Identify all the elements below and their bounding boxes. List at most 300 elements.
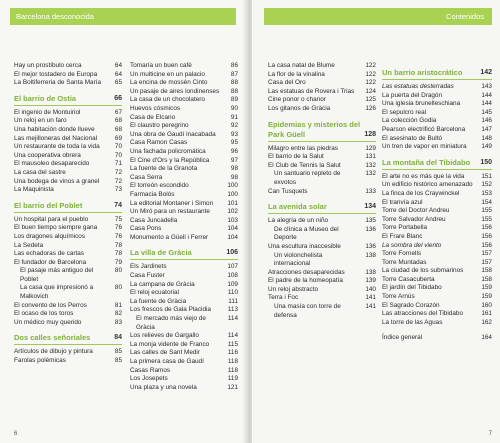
page-ref: 147 — [481, 125, 492, 133]
toc-entry — [14, 224, 122, 233]
toc-entry — [14, 250, 122, 259]
entry-title: La puerta del Dragón — [382, 91, 443, 99]
page-ref: 69 — [114, 134, 122, 142]
entry-title: El Club de Tennis la Salut — [268, 161, 341, 169]
toc-section-heading — [14, 333, 122, 345]
entry-title: El pasaje más antiguo del Poblet — [20, 267, 94, 283]
page-ref: 108 — [227, 272, 238, 280]
toc-entry — [382, 181, 492, 190]
entry-title: Los frescos de Gala Placidia — [130, 306, 211, 314]
toc-entry — [130, 191, 238, 200]
page-ref: 160 — [481, 301, 492, 309]
page-ref: 98 — [230, 173, 238, 181]
entry-title: El ingenio de Montuiriol — [14, 108, 81, 116]
entry-title: Casa Pons — [130, 225, 162, 233]
page-ref: 79 — [114, 258, 122, 266]
page-ref: 95 — [230, 139, 238, 147]
entry-title: El convento de los Perros — [14, 301, 87, 309]
toc-column-4 — [382, 62, 492, 343]
toc-section-heading — [382, 158, 492, 170]
toc-entry — [14, 348, 122, 357]
toc-entry — [382, 109, 492, 118]
page-ref: 122 — [365, 79, 376, 87]
toc-entry — [130, 139, 238, 148]
entry-title: Una escultura inaccesible — [268, 242, 341, 250]
page-ref: 113 — [227, 306, 238, 314]
running-header-right: Contenidos — [264, 8, 492, 25]
entry-title: El mejor tostadero de Europa — [14, 70, 98, 78]
entry-title: La fuente de la Granota — [130, 165, 198, 173]
page-ref: 78 — [114, 241, 122, 249]
page-ref: 68 — [114, 117, 122, 125]
page-ref: 64 — [114, 70, 122, 78]
section-title: Dos calles señoriales — [14, 333, 91, 343]
entry-title: Una fachada policromática — [130, 147, 206, 155]
running-header-left: Barcelona desconocida — [10, 8, 236, 25]
page-ref: 151 — [481, 172, 492, 180]
entry-title: Casa del Oro — [268, 79, 306, 87]
entry-title: El barrio de la Salut — [268, 153, 324, 161]
entry-title: La casa de un chocolatero — [130, 96, 205, 104]
page-number-right: 7 — [488, 431, 492, 437]
entry-title: Torre del Doctor Andreu — [382, 207, 450, 215]
page-ref: 96 — [230, 147, 238, 155]
entry-title: Un hospital para el pueblo — [14, 215, 89, 223]
entry-title: Monumento a Güell i Ferrer — [130, 233, 209, 241]
page-ref: 121 — [227, 383, 238, 391]
toc-entry — [268, 294, 376, 303]
entry-title: Torre Casacuberta — [382, 275, 435, 283]
entry-title: El Sagrado Corazón — [382, 301, 440, 309]
page-ref: 125 — [365, 96, 376, 104]
toc-section-heading — [130, 248, 238, 260]
toc-section-heading — [14, 201, 122, 213]
section-title: La villa de Gràcia — [130, 248, 192, 258]
page-ref: 129 — [365, 144, 376, 152]
page-ref: 135 — [365, 217, 376, 225]
entry-title: El jardín del Tibidabo — [382, 284, 442, 292]
entry-title: Índice general — [382, 334, 423, 342]
entry-title: Casa Fuster — [130, 272, 165, 280]
page-ref: 67 — [114, 108, 122, 116]
toc-entry — [130, 225, 238, 234]
page-ref: 154 — [481, 198, 492, 206]
toc-entry — [130, 375, 238, 384]
page-ref: 142 — [480, 69, 492, 76]
entry-title: El arte no es más que la vida — [382, 172, 465, 180]
toc-entry — [268, 162, 376, 171]
entry-title: Las atracciones del Tibidabo — [382, 310, 463, 318]
page-ref: 80 — [114, 284, 122, 292]
toc-entry — [382, 207, 492, 216]
entry-title: Una habitación donde llueve — [14, 125, 95, 133]
toc-entry — [14, 143, 122, 152]
toc-entry — [268, 303, 376, 320]
section-title: El barrio de Ostia — [14, 93, 77, 103]
entry-title: Atracciones desaparecidas — [268, 268, 345, 276]
entry-title: Torre Arnús — [382, 293, 415, 301]
entry-title: Torre Portabella — [382, 224, 428, 232]
toc-entry — [382, 83, 492, 92]
entry-title: Torre Muntadas — [382, 258, 427, 266]
entry-title: Las echadoras de cartas — [14, 250, 84, 258]
toc-entry — [130, 79, 238, 88]
page-ref: 78 — [114, 250, 122, 258]
page-ref: 152 — [481, 181, 492, 189]
page-ref: 73 — [114, 186, 122, 194]
entry-title: Una masía con torre de defensa — [274, 303, 341, 319]
entry-title: Una obra de Gaudí inacabada — [130, 130, 216, 138]
entry-title: Tomaría un buen café — [130, 62, 192, 69]
toc-section-heading — [268, 120, 376, 142]
page-ref: 88 — [230, 79, 238, 87]
toc-entry — [130, 200, 238, 209]
page-ref: 141 — [365, 294, 376, 302]
section-title: La montaña del Tibidabo — [382, 157, 471, 167]
toc-entry — [382, 293, 492, 302]
entry-title: De clínica a Museo del Deporte — [274, 225, 339, 242]
toc-entry — [130, 367, 238, 376]
page-ref: 83 — [114, 318, 122, 326]
entry-title: El asesinato de Bultó — [382, 134, 443, 142]
entry-title: La editorial Montaner i Simon — [130, 199, 214, 207]
page-ref: 107 — [227, 263, 238, 271]
page-ref: 104 — [227, 225, 238, 233]
left-page — [0, 0, 246, 443]
toc-entry — [130, 131, 238, 140]
page-ref: 92 — [230, 122, 238, 130]
page-ref: 64 — [114, 62, 122, 69]
section-title: El barrio del Poblet — [14, 200, 83, 210]
page-ref: 106 — [226, 249, 238, 257]
page-ref: 110 — [227, 289, 238, 297]
toc-entry — [382, 250, 492, 259]
toc-entry — [130, 217, 238, 226]
toc-entry — [130, 148, 238, 157]
toc-entry — [14, 152, 122, 161]
entry-title: Torre Salvador Andreu — [382, 215, 446, 223]
entry-title: Huevos cósmicos — [130, 104, 181, 112]
entry-title: Pearson electrificó Barcelona — [382, 125, 466, 133]
toc-entry — [14, 126, 122, 135]
page-ref: 132 — [365, 170, 376, 178]
toc-entry — [382, 284, 492, 293]
page-ref: 122 — [365, 70, 376, 78]
page-ref: 156 — [481, 232, 492, 240]
toc-entry — [14, 62, 122, 71]
toc-entry — [130, 165, 238, 174]
page-ref: 157 — [481, 258, 492, 266]
page-ref: 114 — [227, 332, 238, 340]
page-ref: 65 — [114, 79, 122, 87]
toc-entry — [130, 306, 238, 315]
toc-entry — [268, 153, 376, 162]
page-ref: 74 — [114, 201, 122, 209]
toc-entry — [130, 71, 238, 80]
entry-title: Milagro entre las piedras — [268, 144, 338, 152]
toc-entry — [14, 319, 122, 328]
toc-entry — [130, 88, 238, 97]
entry-title: La casa que impresionó a Malkovich — [20, 284, 94, 301]
page-ref: 119 — [227, 375, 238, 383]
page-ref: 122 — [365, 62, 376, 69]
entry-title: Las mejilloneras del Nacional — [14, 134, 98, 142]
page-ref: 118 — [227, 366, 238, 374]
page-ref: 87 — [230, 70, 238, 78]
toc-entry — [268, 252, 376, 269]
entry-title: Las estatuas desterradas — [382, 83, 454, 90]
toc-entry — [130, 289, 238, 298]
page-ref: 138 — [365, 251, 376, 259]
entry-title: La Sedeta — [14, 241, 44, 249]
entry-title: El sepulcro real — [382, 108, 427, 116]
toc-entry — [382, 126, 492, 135]
entry-title: Casa Ramon Casas — [130, 139, 188, 147]
page-ref: 72 — [114, 177, 122, 185]
entry-title: Un santuario repleto de exvotos — [274, 170, 341, 186]
toc-entry — [14, 178, 122, 187]
toc-column-1 — [14, 62, 122, 366]
entry-title: Un tren de vapor en miniatura — [382, 143, 467, 151]
entry-title: El fundador de Barcelona — [14, 258, 87, 266]
entry-title: Los relieves de Gargallo — [130, 332, 199, 340]
entry-title: El mercado más viejo de Gràcia — [136, 315, 206, 331]
page-ref: 141 — [365, 303, 376, 311]
entry-title: El buen tiempo siempre gana — [14, 224, 98, 232]
toc-entry — [14, 109, 122, 118]
toc-entry — [382, 334, 492, 343]
entry-title: Casa Juncadella — [130, 216, 178, 224]
page-ref: 100 — [227, 182, 238, 190]
entry-title: La ciudad de los submarinos — [382, 267, 464, 275]
page-ref: 146 — [481, 117, 492, 125]
toc-entry — [268, 269, 376, 278]
entry-title: Un restaurante de toda la vida — [14, 143, 100, 151]
entry-title: Un multicine en un palacio — [130, 70, 205, 78]
page-ref: 153 — [481, 189, 492, 197]
page-ref: 149 — [481, 143, 492, 151]
entry-title: Las calles de Sant Medir — [130, 349, 200, 357]
toc-entry — [268, 188, 376, 197]
entry-title: El reloj ecuatorial — [130, 289, 180, 297]
toc-entry — [382, 117, 492, 126]
entry-title: Farolas polémicas — [14, 357, 66, 365]
toc-entry — [14, 284, 122, 301]
toc-entry — [268, 105, 376, 114]
entry-title: Los Josepets — [130, 375, 168, 383]
toc-entry — [382, 135, 492, 144]
page-ref: 80 — [114, 267, 122, 275]
toc-entry — [130, 62, 238, 71]
entry-title: La primera casa de Gaudí — [130, 358, 204, 365]
toc-entry — [382, 100, 492, 109]
toc-entry — [382, 242, 492, 251]
page-ref: 118 — [227, 358, 238, 365]
entry-title: El ocaso de los toros — [14, 310, 74, 318]
page-number-left: 6 — [14, 431, 18, 437]
page-ref: 156 — [481, 224, 492, 232]
toc-entry — [130, 234, 238, 243]
toc-column-2 — [130, 62, 238, 392]
page-ref: 75 — [114, 215, 122, 223]
page-ref: 140 — [365, 285, 376, 293]
toc-entry — [268, 286, 376, 295]
page-ref: 89 — [230, 96, 238, 104]
page-ref: 143 — [481, 83, 492, 90]
toc-entry — [382, 233, 492, 242]
entry-title: Los dragones alquímicos — [14, 232, 86, 240]
page-ref: 144 — [481, 100, 492, 108]
page-ref: 156 — [481, 241, 492, 249]
toc-entry — [130, 157, 238, 166]
toc-entry — [14, 117, 122, 126]
page-ref: 132 — [365, 161, 376, 169]
page-ref: 161 — [481, 310, 492, 318]
page-ref: 148 — [481, 134, 492, 142]
page-ref: 72 — [114, 168, 122, 176]
toc-section-heading — [14, 94, 122, 106]
page-ref: 133 — [365, 187, 376, 195]
toc-section-heading — [382, 68, 492, 80]
page-ref: 124 — [365, 87, 376, 95]
entry-title: Casas Ramos — [130, 366, 171, 374]
entry-title: La colección Godia — [382, 117, 437, 125]
entry-title: El tranvía azul — [382, 198, 423, 206]
page-ref: 164 — [481, 334, 492, 342]
toc-column-3 — [268, 62, 376, 320]
page-ref: 138 — [365, 268, 376, 276]
right-page — [252, 0, 500, 443]
entry-title: Cine ponor o chanor — [268, 96, 326, 104]
page-ref: 85 — [114, 348, 122, 356]
toc-entry — [268, 277, 376, 286]
page-ref: 76 — [114, 224, 122, 232]
entry-title: El padre de la homeopatía — [268, 277, 343, 285]
page-ref: 90 — [230, 104, 238, 112]
toc-entry — [268, 243, 376, 252]
page-ref: 85 — [114, 357, 122, 365]
entry-title: Casa de Elcano — [130, 113, 176, 121]
toc-entry — [14, 302, 122, 311]
toc-entry — [268, 145, 376, 154]
entry-title: Hay un prostíbulo cerca — [14, 62, 82, 69]
entry-title: Terra i Foc — [268, 294, 299, 302]
page-ref: 128 — [364, 130, 376, 138]
toc-entry — [268, 170, 376, 187]
entry-title: Las estatuas de Rovera i Trias — [268, 87, 355, 95]
entry-title: El Frare Blanc — [382, 232, 423, 240]
toc-entry — [130, 105, 238, 114]
toc-entry — [382, 310, 492, 319]
entry-title: Un edificio histórico amenazado — [382, 181, 473, 189]
entry-title: Un reloj en un faro — [14, 117, 67, 125]
page-ref: 115 — [227, 340, 238, 348]
entry-title: El claustro peregrino — [130, 122, 189, 130]
toc-entry — [268, 217, 376, 226]
entry-title: La monja vidente de Franco — [130, 340, 210, 348]
page-ref: 91 — [230, 113, 238, 121]
toc-entry — [382, 173, 492, 182]
page-ref: 134 — [364, 203, 376, 211]
section-title: Un barrio aristocrático — [382, 68, 463, 77]
entry-title: La flor de la vinalina — [268, 70, 325, 78]
toc-entry — [382, 302, 492, 311]
toc-entry — [382, 143, 492, 152]
toc-entry — [268, 226, 376, 243]
toc-entry — [268, 88, 376, 97]
toc-entry — [14, 216, 122, 225]
page-ref: 102 — [227, 208, 238, 216]
entry-title: Un violonchelista internacional — [274, 251, 323, 268]
entry-title: Una cooperativa obrera — [14, 151, 81, 159]
entry-title: Farmacia Bolós — [130, 190, 175, 198]
toc-entry — [130, 208, 238, 217]
toc-entry — [130, 114, 238, 123]
entry-title: Un pasaje de aires londinenses — [130, 87, 220, 95]
toc-entry — [14, 357, 122, 366]
page-ref: 70 — [114, 151, 122, 159]
toc-entry — [382, 319, 492, 328]
toc-entry — [382, 259, 492, 268]
entry-title: La encina de mossèn Cinto — [130, 79, 208, 87]
toc-entry — [382, 276, 492, 285]
page-ref: 144 — [481, 91, 492, 99]
entry-title: El Cine d'Ors y la República — [130, 156, 210, 164]
entry-title: La Boltiferreria de Santa María — [14, 79, 102, 87]
toc-entry — [130, 96, 238, 105]
entry-title: Casa Serra — [130, 173, 163, 181]
toc-entry — [14, 267, 122, 284]
entry-title: Una iglesia brunelleschiana — [382, 100, 461, 108]
toc-entry — [382, 224, 492, 233]
toc-entry — [130, 263, 238, 272]
page-ref: 103 — [227, 216, 238, 224]
toc-entry — [130, 298, 238, 307]
page-ref: 131 — [365, 153, 376, 161]
toc-entry — [130, 272, 238, 281]
page-ref: 88 — [230, 87, 238, 95]
page-ref: 76 — [114, 232, 122, 240]
page-ref: 139 — [365, 277, 376, 285]
toc-entry — [382, 190, 492, 199]
entry-title: Un Miró para un restaurante — [130, 208, 210, 216]
entry-title: Torre Fornells — [382, 250, 422, 258]
entry-title: La alegría de un niño — [268, 217, 329, 225]
toc-entry — [14, 233, 122, 242]
page-ref: 158 — [481, 267, 492, 275]
toc-entry — [130, 384, 238, 393]
page-ref: 81 — [114, 301, 122, 309]
entry-title: El mausoleo desaparecido — [14, 160, 90, 168]
page-ref: 158 — [481, 275, 492, 283]
toc-entry — [268, 96, 376, 105]
page-ref: 116 — [227, 349, 238, 357]
entry-title: Un médico muy querido — [14, 318, 82, 326]
page-ref: 114 — [227, 315, 238, 323]
entry-title: La Maquinista — [14, 186, 54, 194]
page-ref: 111 — [228, 297, 238, 305]
page-ref: 155 — [481, 207, 492, 215]
page-ref: 104 — [227, 233, 238, 241]
page-ref: 109 — [227, 280, 238, 288]
page-ref: 150 — [480, 158, 492, 166]
toc-entry — [382, 199, 492, 208]
page-ref: 86 — [230, 62, 238, 69]
entry-title: Can Tusquets — [268, 187, 308, 195]
page-ref: 82 — [114, 310, 122, 318]
page-ref: 84 — [114, 334, 122, 342]
toc-entry — [130, 332, 238, 341]
